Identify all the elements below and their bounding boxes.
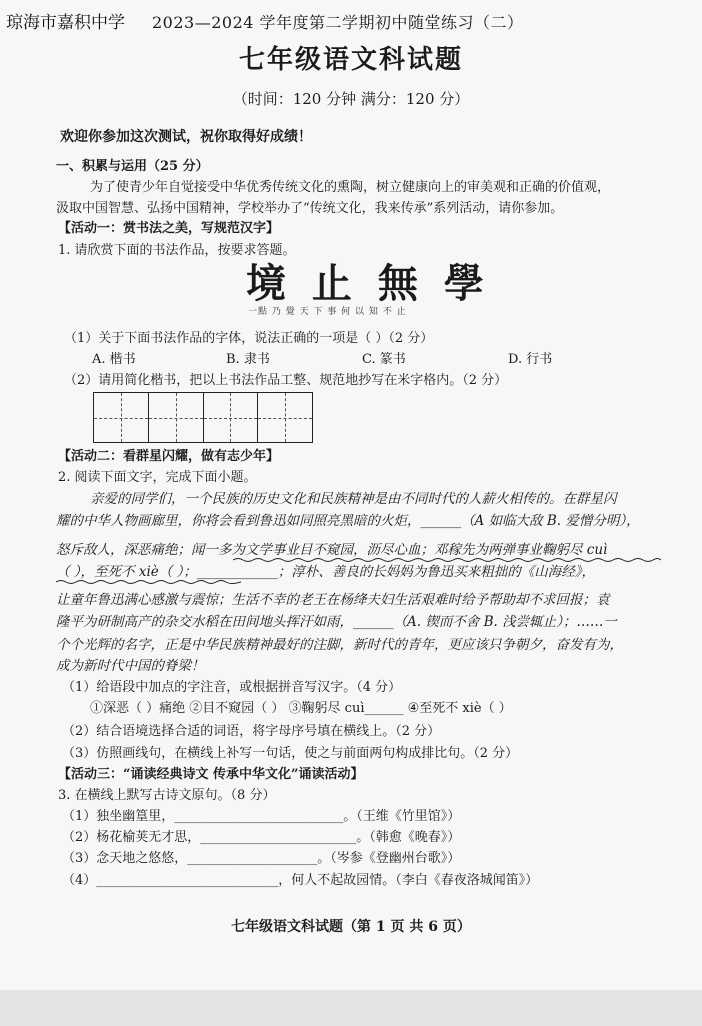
school-watermark: 琼海市嘉积中学 [6,13,125,33]
passage-line: 怒斥敌人，深恶痛绝；闻一多为文学事业目不窥园，沥尽心血；邓稼先为两弹事业鞠躬尽 cuì [56,542,608,558]
grid-cell[interactable] [149,393,204,442]
passage-line: 个个光辉的名字，正是中华民族精神最好的注脚，新时代的青年，更应该只争朝夕，奋发有为， [56,637,623,653]
writing-grid[interactable] [93,392,313,443]
passage-line: 亲爱的同学们，一个民族的历史文化和民族精神是由不同时代的人薪火相传的。在群星闪 [90,491,617,507]
page-footer: 七年级语文科试题（第 1 页 共 6 页） [231,919,471,935]
option-c: C. 篆书 [362,352,406,367]
question-stem: 3. 在横线上默写古诗文原句。（8 分） [58,788,276,803]
poem-item: （3）念天地之悠悠，____________________。（岑参《登幽州台歌》） [62,851,461,866]
question-item: （3）仿照画线句，在横线上补写一句话，使之与前面两句构成排比句。（2 分） [62,746,519,761]
bottom-margin [0,990,702,1026]
poem-item: （4）____________________________，何人不起故园情。（李白《春夜洛城闻笛》） [62,873,539,888]
section-heading: 一、积累与运用（25 分） [56,159,209,174]
option-d: D. 行书 [508,352,553,367]
passage-line: （ ），至死不 xiè（ ）；____________；淳朴、善良的长妈妈为鲁迅买来粗拙的《山海经》， [56,564,596,580]
grid-cell[interactable] [258,393,312,442]
grid-cell[interactable] [204,393,259,442]
passage-line: 耀的中华人物画廊里，你将会看到鲁迅如同照亮黑暗的火炬，______（A 如临大敌 B. 爱憎分明）， [56,513,640,529]
welcome-message: 欢迎你参加这次测试，祝你取得好成绩！ [60,129,312,145]
passage-line: 让童年鲁迅满心感激与震惊；生活不幸的老王在杨绛夫妇生活艰难时给予帮助却不求回报；袁 [56,592,610,608]
option-b: B. 隶书 [226,352,270,367]
passage-line: 成为新时代中国的脊梁！ [56,658,205,674]
question-item: （2）结合语境选择合适的词语，将字母序号填在横线上。（2 分） [62,724,441,739]
passage-line: 隆平为研制高产的杂交水稻在田间地头挥汗如雨，______（A. 锲而不舍 B. 浅尝辄止）；……一 [56,614,617,630]
intro-text: 为了使青少年自觉接受中华优秀传统文化的熏陶，树立健康向上的审美观和正确的价值观， [90,180,611,195]
page-title: 七年级语文科试题 [238,45,463,75]
option-a: A. 楷书 [92,352,136,367]
intro-text: 汲取中国智慧、弘扬中国精神，学校举办了“传统文化，我来传承”系列活动，请你参加。 [56,201,564,216]
question-item: （1）给语段中加点的字注音，或根据拼音写汉字。（4 分） [62,680,402,695]
question-subitems: ①深恶（ ）痛绝 ②目不窥园（ ） ③鞠躬尽 cuì______ ④至死不 xiè（ ） [90,701,512,716]
activity-heading: 【活动二：看群星闪耀，做有志少年】 [58,449,280,464]
time-score-info: （时间：120 分钟 满分：120 分） [232,90,470,108]
activity-heading: 【活动一：赏书法之美，写规范汉字】 [58,221,280,236]
exam-header: 2023—2024 学年度第二学期初中随堂练习（二） [152,13,524,32]
calligraphy-main-text: 境 止 無 學 [246,260,490,307]
poem-item: （1）独坐幽篁里，__________________________。（王维《竹里馆》） [62,809,461,824]
question-item: （2）请用简化楷书，把以上书法作品工整、规范地抄写在米字格内。（2 分） [64,373,508,388]
calligraphy-artwork [246,260,490,326]
underline-wavy [56,579,241,585]
question-stem: 2. 阅读下面文字，完成下面小题。 [58,470,257,485]
question-item: （1）关于下面书法作品的字体，说法正确的一项是（ ）（2 分） [64,331,434,346]
activity-heading: 【活动三：“诵读经典诗文 传承中华文化”诵读活动】 [58,767,364,782]
grid-cell[interactable] [94,393,149,442]
question-stem: 1. 请欣赏下面的书法作品，按要求答题。 [58,243,296,258]
calligraphy-small-text: 一點 乃 覺 天 下 事 何 以 知 不 止 [248,307,407,317]
poem-item: （2）杨花榆荚无才思，________________________。（韩愈《晚春》） [62,830,461,845]
